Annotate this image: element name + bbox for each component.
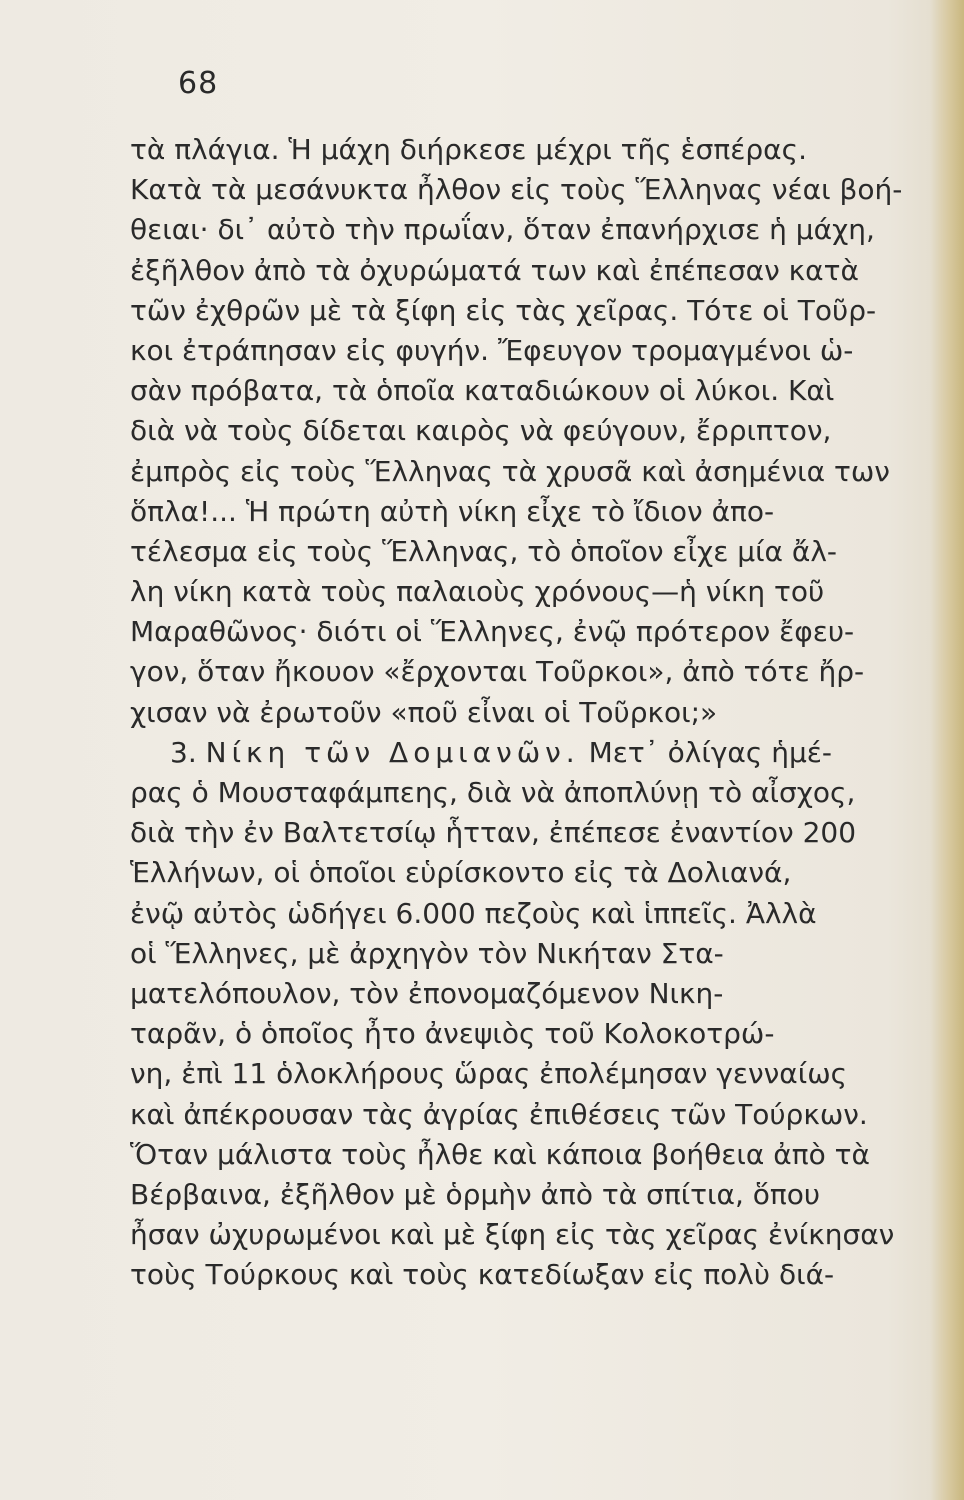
section-number: 3. bbox=[170, 735, 197, 769]
body-text bbox=[130, 130, 920, 1295]
text-line: Μαραθῶνος· διότι οἱ Ἕλληνες, ἐνῷ πρότερον ἔφευ- bbox=[130, 615, 855, 649]
text-line: καὶ ἀπέκρουσαν τὰς ἀγρίας ἐπιθέσεις τῶν Τούρκων. bbox=[130, 1097, 868, 1131]
text-line: τῶν ἐχθρῶν μὲ τὰ ξίφη εἰς τὰς χεῖρας. Τότε οἱ Τοῦρ- bbox=[130, 293, 877, 327]
text-line: Ὅταν μάλιστα τοὺς ἦλθε καὶ κάποια βοήθεια ἀπὸ τὰ bbox=[130, 1137, 870, 1171]
text-line: ταρᾶν, ὁ ὁποῖος ἦτο ἀνεψιὸς τοῦ Κολοκοτρώ- bbox=[130, 1017, 775, 1051]
text-line: γον, ὅταν ἤκουον «ἔρχονται Τοῦρκοι», ἀπὸ τότε ἤρ- bbox=[130, 655, 865, 689]
section-heading-line bbox=[130, 733, 920, 773]
text-line: Ἑλλήνων, οἱ ὁποῖοι εὑρίσκοντο εἰς τὰ Δολιανά, bbox=[130, 856, 792, 890]
text-line: ρας ὁ Μουσταφάμπεης, διὰ νὰ ἀποπλύνῃ τὸ αἶσχος, bbox=[130, 776, 856, 809]
text-line: νη, ἐπὶ 11 ὁλοκλήρους ὥρας ἐπολέμησαν γενναίως bbox=[130, 1057, 848, 1091]
text-line: τοὺς Τούρκους καὶ τοὺς κατεδίωξαν εἰς πολὺ διά- bbox=[130, 1258, 835, 1292]
text-line: ἐξῆλθον ἀπὸ τὰ ὀχυρώματά των καὶ ἐπέπεσαν κατὰ bbox=[130, 253, 859, 287]
text-line: κοι ἐτράπησαν εἰς φυγήν. Ἔφευγον τρομαγμένοι ὡ- bbox=[130, 333, 854, 367]
text-line: διὰ τὴν ἐν Βαλτετσίῳ ἧτταν, ἐπέπεσε ἐναντίον 200 bbox=[130, 816, 857, 850]
text-line: ματελόπουλον, τὸν ἐπονομαζόμενον Νικη- bbox=[130, 976, 724, 1010]
page-number: 68 bbox=[178, 66, 219, 101]
text-line: τέλεσμα εἰς τοὺς Ἕλληνας, τὸ ὁποῖον εἶχε μία ἄλ- bbox=[130, 534, 838, 568]
text-line: λη νίκη κατὰ τοὺς παλαιοὺς χρόνους—ἡ νίκη τοῦ bbox=[130, 575, 825, 609]
text-line: ἐμπρὸς εἰς τοὺς Ἕλληνας τὰ χρυσᾶ καὶ ἀσημένια των bbox=[130, 454, 890, 488]
text-line: χισαν νὰ ἐρωτοῦν «ποῦ εἶναι οἱ Τοῦρκοι;» bbox=[130, 695, 718, 729]
text-line: σὰν πρόβατα, τὰ ὁποῖα καταδιώκουν οἱ λύκοι. Καὶ bbox=[130, 374, 835, 408]
page-binding-edge bbox=[930, 0, 964, 1500]
text-line: Βέρβαινα, ἐξῆλθον μὲ ὁρμὴν ἀπὸ τὰ σπίτια, ὅπου bbox=[130, 1177, 821, 1211]
text-line: οἱ Ἕλληνες, μὲ ἀρχηγὸν τὸν Νικήταν Στα- bbox=[130, 936, 724, 970]
text-line: θειαι· δι᾽ αὐτὸ τὴν πρωΐαν, ὅταν ἐπανήρχισε ἡ μάχη, bbox=[130, 213, 875, 247]
text-line: ἦσαν ὠχυρωμένοι καὶ μὲ ξίφη εἰς τὰς χεῖρας ἐνίκησαν bbox=[130, 1218, 895, 1252]
text-line: τὰ πλάγια. Ἡ μάχη διήρκεσε μέχρι τῆς ἑσπέρας. bbox=[130, 133, 807, 166]
text-line: Κατὰ τὰ μεσάνυκτα ἦλθον εἰς τοὺς Ἕλληνας νέαι βοή- bbox=[130, 173, 903, 207]
section-heading: Νίκη τῶν Δομιανῶν. bbox=[205, 735, 580, 769]
text-line: ὅπλα!... Ἡ πρώτη αὐτὴ νίκη εἶχε τὸ ἴδιον ἀπο- bbox=[130, 494, 775, 528]
section-first-line-text: Μετ᾽ ὀλίγας ἡμέ- bbox=[588, 735, 832, 769]
text-line: ἐνῷ αὐτὸς ὡδήγει 6.000 πεζοὺς καὶ ἱππεῖς. Ἀλλὰ bbox=[130, 896, 817, 930]
text-line: διὰ νὰ τοὺς δίδεται καιρὸς νὰ φεύγουν, ἔρριπτον, bbox=[130, 414, 832, 448]
